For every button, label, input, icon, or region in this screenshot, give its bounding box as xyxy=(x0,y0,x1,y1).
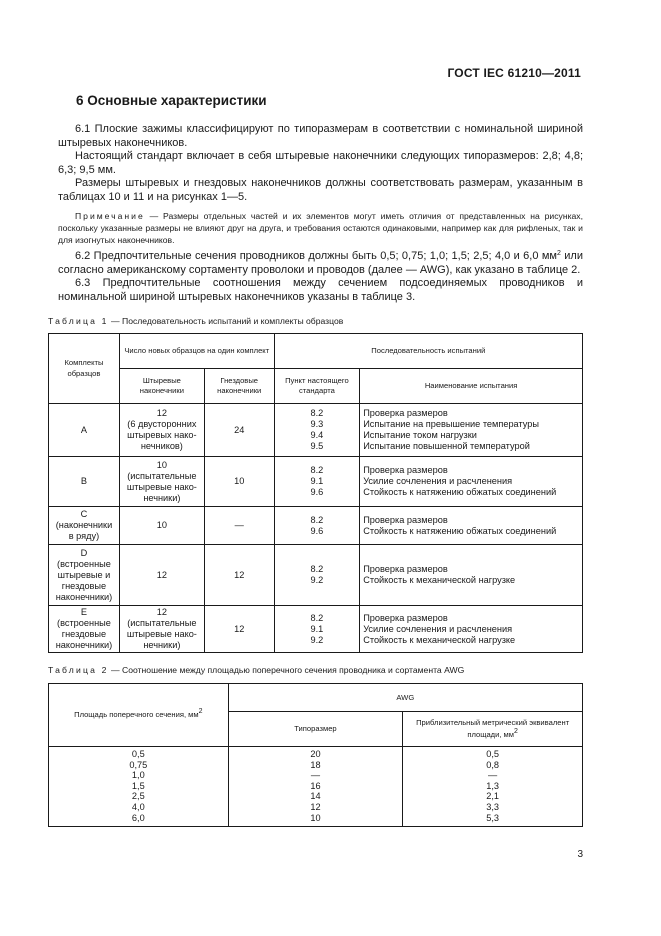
test-names xyxy=(360,507,583,545)
header-metric-text: Приблизительный метрический эквивалент площади, мм xyxy=(416,718,570,739)
test-sequence-table xyxy=(48,333,583,653)
metric-value: 1,3 xyxy=(486,780,500,791)
tabs-count-line: штыревых нако- xyxy=(127,430,197,440)
sample-set-line: B xyxy=(80,476,88,486)
sample-set-line: D xyxy=(80,547,88,558)
test-names xyxy=(360,457,583,507)
tabs-count-line: (испытательные xyxy=(127,618,197,628)
header-new-samples: Число новых образцов на один комплект xyxy=(119,334,274,369)
awg-size: 12 xyxy=(310,801,321,812)
sample-set-line: гнездовые xyxy=(61,629,107,639)
note-text: — Размеры отдельных частей и их элементов могут иметь отличия от представленных на рисунках, поскольку указанные размеры не влияют друг на друга, и требования остаются одинаковыми, например как для рифленых, так и для изогнутых наконечников. xyxy=(58,210,583,245)
table2-caption-text: — Соотношение между площадью поперечного сечения проводника и сортамента AWG xyxy=(108,665,465,675)
test-names-line: Проверка размеров xyxy=(363,612,448,623)
superscript: 2 xyxy=(557,250,561,258)
test-names-line: Стойкость к механической нагрузке xyxy=(363,575,516,585)
awg-sizes-column xyxy=(228,747,403,827)
clause-numbers-line: 9.6 xyxy=(310,525,324,536)
paragraph-sizes: Настоящий стандарт включает в себя штыревые наконечники следующих типоразмеров: 2,8; 4,8; 6,3; 9,5 мм. xyxy=(58,150,583,176)
clause-numbers-line: 8.2 xyxy=(310,465,324,475)
tabs-count-line: штыревые нако- xyxy=(126,629,197,639)
clause-numbers-line: 8.2 xyxy=(310,564,324,574)
clause-numbers-line: 9.6 xyxy=(310,487,324,497)
sample-set-line: в ряду) xyxy=(68,531,100,541)
test-names-line: Усилие сочленения и расчленения xyxy=(363,476,513,486)
tabs-count-line: (испытательные xyxy=(127,470,197,481)
paragraph-dimensions: Размеры штыревых и гнездовых наконечников должны соответствовать размерам, указанным в таблицах 10 и 11 и на рисунках 1—5. xyxy=(58,177,583,203)
header-area xyxy=(49,684,229,747)
header-awg-size: Типоразмер xyxy=(228,712,403,747)
receptacles-count: 12 xyxy=(204,545,274,606)
clause-numbers-line: 9.1 xyxy=(310,476,324,486)
header-sets: Комплекты образцов xyxy=(49,334,120,404)
metric-values-column xyxy=(403,747,583,827)
standard-header: ГОСТ IEC 61210—2011 xyxy=(447,66,581,80)
header-test-name: Наименование испытания xyxy=(360,369,583,404)
test-names-line: Стойкость к натяжению обжатых соединений xyxy=(363,525,557,536)
table-row xyxy=(49,404,583,457)
metric-value: 0,5 xyxy=(486,749,500,759)
receptacles-count: 12 xyxy=(204,606,274,653)
clause-numbers-line: 9.3 xyxy=(310,419,324,429)
tabs-count xyxy=(119,606,204,653)
table1-caption xyxy=(48,316,343,326)
area-value: 4,0 xyxy=(131,801,145,812)
test-names-line: Стойкость к механической нагрузке xyxy=(363,634,516,645)
sample-set-line: гнездовые xyxy=(61,580,107,591)
area-value: 2,5 xyxy=(131,791,145,802)
paragraph-6-2-tail: или согласно американскому сортаменту проволоки и проводов (далее — AWG), как указано в таблице 2. xyxy=(58,250,583,276)
test-names-line: Проверка размеров xyxy=(363,514,448,525)
area-value: 6,0 xyxy=(131,812,145,823)
receptacles-count: — xyxy=(204,507,274,545)
tabs-count-line: штыревые нако- xyxy=(126,481,197,492)
paragraph-6-2 xyxy=(58,250,583,277)
tabs-count-line: нечников) xyxy=(140,441,183,451)
header-clause: Пункт настоящего стандарта xyxy=(274,369,360,404)
clause-numbers-line: 9.2 xyxy=(310,634,324,645)
table1-caption-text: — Последовательность испытаний и комплекты образцов xyxy=(108,316,344,326)
test-names xyxy=(360,404,583,457)
table-row xyxy=(49,457,583,507)
sample-set xyxy=(49,545,120,606)
clause-numbers-line: 9.5 xyxy=(310,441,324,451)
paragraph-6-2-main: 6.2 Предпочтительные сечения проводников должны быть 0,5; 0,75; 1,0; 1,5; 2,5; 4,0 и 6,0 мм xyxy=(75,250,557,263)
test-names-line: Проверка размеров xyxy=(363,408,448,418)
awg-size: 18 xyxy=(310,759,321,770)
page-number: 3 xyxy=(577,849,583,860)
body-text xyxy=(58,123,583,305)
metric-value: 5,3 xyxy=(486,812,500,823)
table-row xyxy=(49,545,583,606)
clause-numbers xyxy=(274,545,360,606)
area-value: 0,5 xyxy=(131,749,145,759)
area-value: 0,75 xyxy=(129,759,148,770)
receptacles-count: 24 xyxy=(204,404,274,457)
clause-numbers xyxy=(274,457,360,507)
awg-size: 20 xyxy=(310,749,321,759)
awg-size: 10 xyxy=(310,812,321,823)
sample-set xyxy=(49,457,120,507)
tabs-count-line: 12 xyxy=(156,408,167,418)
tabs-count xyxy=(119,404,204,457)
clause-numbers xyxy=(274,507,360,545)
metric-value: 3,3 xyxy=(486,801,500,812)
sample-set-line: C xyxy=(80,509,88,519)
sample-set xyxy=(49,404,120,457)
header-tabs: Штыревые наконечники xyxy=(119,369,204,404)
tabs-count xyxy=(119,507,204,545)
tabs-count-line: нечники) xyxy=(143,640,181,650)
area-value: 1,5 xyxy=(131,780,145,791)
metric-value: 2,1 xyxy=(486,791,500,802)
clause-numbers xyxy=(274,404,360,457)
test-names xyxy=(360,545,583,606)
header-metric-sup: 2 xyxy=(514,728,518,735)
sample-set-line: наконечники) xyxy=(55,591,113,602)
header-awg: AWG xyxy=(228,684,582,712)
test-names xyxy=(360,606,583,653)
header-area-text: Площадь поперечного сечения, мм xyxy=(74,710,199,719)
table2-caption-label: Таблица 2 xyxy=(48,665,109,675)
test-names-line: Усилие сочленения и расчленения xyxy=(363,623,513,634)
area-value: 1,0 xyxy=(131,770,145,781)
clause-numbers xyxy=(274,606,360,653)
sample-set xyxy=(49,606,120,653)
test-names-line: Испытание током нагрузки xyxy=(363,430,477,440)
paragraph-6-1: 6.1 Плоские зажимы классифицируют по типоразмерам в соответствии с номинальной шириной штыревых наконечников. xyxy=(58,123,583,149)
tabs-count-line: 12 xyxy=(156,569,167,580)
clause-numbers-line: 9.4 xyxy=(310,430,324,440)
awg-size: — xyxy=(310,770,321,781)
table-row xyxy=(49,606,583,653)
awg-table xyxy=(48,683,583,827)
sample-set-line: штыревые и xyxy=(57,569,111,580)
area-values-column xyxy=(49,747,229,827)
sample-set xyxy=(49,507,120,545)
awg-size: 16 xyxy=(310,780,321,791)
note xyxy=(58,210,583,247)
tabs-count-line: (6 двусторонних xyxy=(127,419,197,429)
tabs-count-line: 10 xyxy=(156,520,167,530)
test-names-line: Испытание на превышение температуры xyxy=(363,419,539,429)
sample-set-line: наконечники) xyxy=(55,640,113,650)
table-row xyxy=(49,507,583,545)
table2-caption xyxy=(48,665,464,675)
clause-numbers-line: 9.1 xyxy=(310,623,324,634)
test-names-line: Стойкость к натяжению обжатых соединений xyxy=(363,487,557,497)
tabs-count xyxy=(119,545,204,606)
clause-numbers-line: 9.2 xyxy=(310,575,324,585)
awg-size: 14 xyxy=(310,791,321,802)
tabs-count-line: 10 xyxy=(156,459,167,470)
tabs-count xyxy=(119,457,204,507)
table1-caption-label: Таблица 1 xyxy=(48,316,109,326)
clause-numbers-line: 8.2 xyxy=(310,408,324,418)
test-names-line: Испытание повышенной температурой xyxy=(363,441,530,451)
header-sequence: Последовательность испытаний xyxy=(274,334,582,369)
note-label: Примечание xyxy=(75,210,145,221)
sample-set-line: (наконечники xyxy=(55,520,113,530)
section-title: 6 Основные характеристики xyxy=(76,93,267,108)
clause-numbers-line: 8.2 xyxy=(310,514,324,525)
metric-value: — xyxy=(488,770,498,781)
sample-set-line: A xyxy=(80,424,88,435)
test-names-line: Проверка размеров xyxy=(363,465,448,475)
header-area-sup: 2 xyxy=(198,708,203,715)
sample-set-line: E xyxy=(80,607,88,617)
test-names-line: Проверка размеров xyxy=(363,564,448,574)
paragraph-6-3: 6.3 Предпочтительные соотношения между сечением подсоединяемых проводников и номинальной шириной штыревых наконечников указаны в таблице 3. xyxy=(58,277,583,303)
header-receptacles: Гнездовые наконечники xyxy=(204,369,274,404)
receptacles-count: 10 xyxy=(204,457,274,507)
metric-value: 0,8 xyxy=(486,759,500,770)
tabs-count-line: 12 xyxy=(156,607,167,617)
tabs-count-line: нечники) xyxy=(143,492,181,503)
sample-set-line: (встроенные xyxy=(57,618,111,628)
sample-set-line: (встроенные xyxy=(57,558,111,569)
header-metric-equivalent xyxy=(403,712,583,747)
clause-numbers-line: 8.2 xyxy=(310,612,324,623)
